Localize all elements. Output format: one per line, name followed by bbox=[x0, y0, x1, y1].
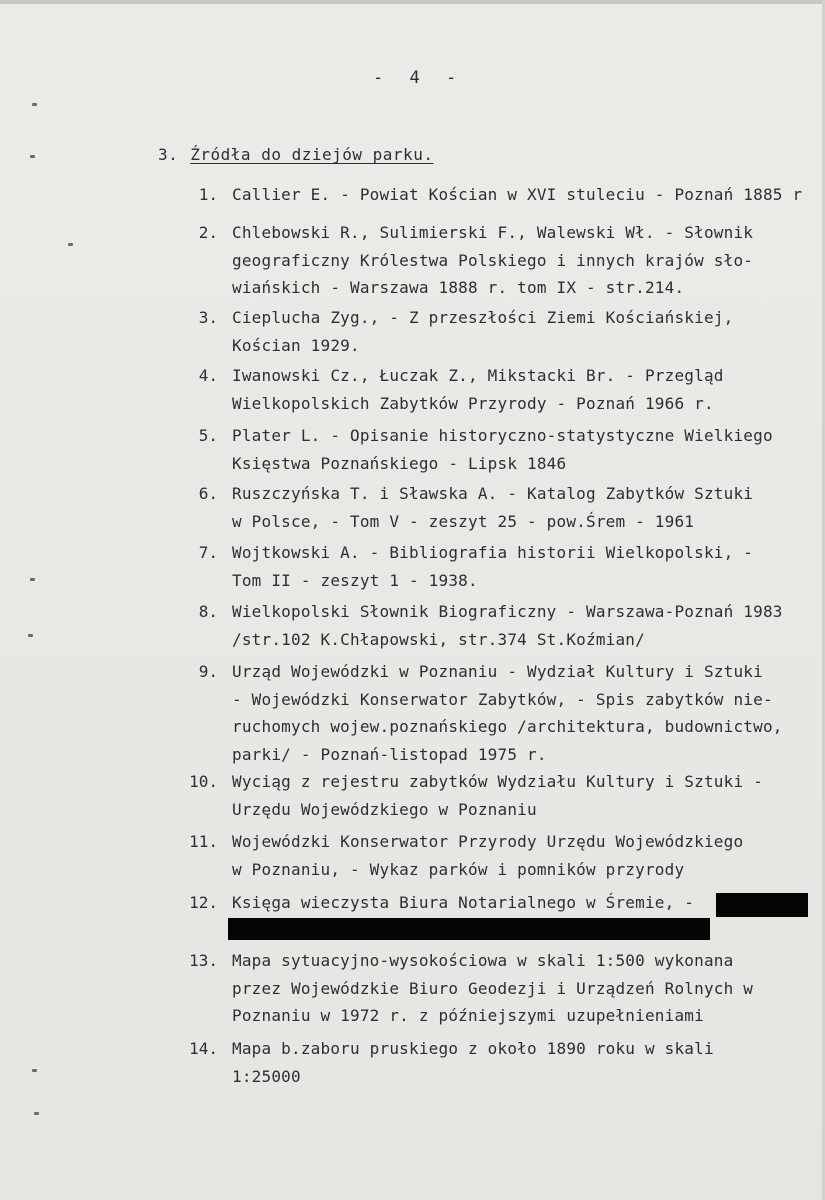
reference-line: 1:25000 bbox=[232, 1066, 301, 1086]
reference-number: 6. bbox=[198, 484, 218, 503]
reference-line: przez Wojewódzkie Biuro Geodezji i Urządzeń Rolnych w bbox=[232, 978, 754, 998]
margin-mark bbox=[32, 1069, 37, 1072]
reference-number: 1. bbox=[198, 185, 218, 204]
reference-line: Iwanowski Cz., Łuczak Z., Mikstacki Br. - Przegląd bbox=[232, 366, 724, 385]
page-number: - 4 - bbox=[373, 68, 465, 88]
reference-line: Wojewódzki Konserwator Przyrody Urzędu Wojewódzkiego bbox=[232, 832, 744, 851]
reference-number: 8. bbox=[198, 602, 218, 621]
reference-line: Chlebowski R., Sulimierski F., Walewski Wł. - Słownik bbox=[232, 223, 754, 242]
reference-line: Wojtkowski A. - Bibliografia historii Wielkopolski, - bbox=[232, 543, 754, 562]
reference-number: 10. bbox=[189, 772, 218, 791]
margin-mark bbox=[32, 103, 37, 106]
margin-mark bbox=[68, 243, 73, 246]
reference-line: Wielkopolski Słownik Biograficzny - Warszawa-Poznań 1983 bbox=[232, 602, 783, 621]
reference-line: w Poznaniu, - Wykaz parków i pomników przyrody bbox=[232, 859, 685, 879]
redaction-block bbox=[228, 918, 710, 940]
reference-number: 3. bbox=[198, 308, 218, 327]
reference-line: Callier E. - Powiat Kościan w XVI stuleciu - Poznań 1885 r bbox=[232, 185, 803, 204]
margin-mark bbox=[30, 155, 35, 158]
reference-line: Poznaniu w 1972 r. z późniejszymi uzupełnieniami bbox=[232, 1006, 704, 1025]
reference-line: Księga wieczysta Biura Notarialnego w Śremie, - bbox=[232, 893, 695, 912]
section-number: 3. bbox=[158, 145, 179, 164]
redaction-block bbox=[716, 893, 808, 917]
reference-line: geograficzny Królestwa Polskiego i innych krajów sło- bbox=[232, 250, 754, 270]
reference-line: Cieplucha Zyg., - Z przeszłości Ziemi Kościańskiej, bbox=[232, 308, 734, 327]
reference-line: /str.102 K.Chłapowski, str.374 St.Koźmian/ bbox=[232, 629, 645, 649]
reference-line: - Wojewódzki Konserwator Zabytków, - Spis zabytków nie- bbox=[232, 689, 773, 709]
reference-line: Ruszczyńska T. i Sławska A. - Katalog Zabytków Sztuki bbox=[232, 484, 754, 503]
reference-number: 14. bbox=[189, 1039, 218, 1058]
reference-line: parki/ - Poznań-listopad 1975 r. bbox=[232, 744, 547, 764]
margin-mark bbox=[34, 1112, 39, 1115]
reference-line: Plater L. - Opisanie historyczno-statystyczne Wielkiego bbox=[232, 426, 773, 445]
reference-line: Księstwa Poznańskiego - Lipsk 1846 bbox=[232, 453, 567, 473]
reference-line: Tom II - zeszyt 1 - 1938. bbox=[232, 570, 478, 590]
reference-line: w Polsce, - Tom V - zeszyt 25 - pow.Śrem - 1961 bbox=[232, 511, 695, 531]
margin-mark bbox=[30, 578, 35, 581]
reference-number: 7. bbox=[198, 543, 218, 562]
reference-line: Mapa b.zaboru pruskiego z około 1890 roku w skali bbox=[232, 1039, 714, 1058]
reference-line: wiańskich - Warszawa 1888 r. tom IX - str.214. bbox=[232, 278, 685, 297]
margin-mark bbox=[28, 634, 33, 637]
reference-number: 12. bbox=[189, 893, 218, 912]
section-title: Źródła do dziejów parku. bbox=[190, 145, 434, 164]
reference-number: 11. bbox=[189, 832, 218, 851]
reference-line: Kościan 1929. bbox=[232, 335, 360, 355]
reference-line: Wielkopolskich Zabytków Przyrody - Poznań 1966 r. bbox=[232, 393, 714, 413]
reference-line: Mapa sytuacyjno-wysokościowa w skali 1:500 wykonana bbox=[232, 951, 734, 970]
reference-line: Urząd Wojewódzki w Poznaniu - Wydział Kultury i Sztuki bbox=[232, 662, 763, 681]
reference-line: Urzędu Wojewódzkiego w Poznaniu bbox=[232, 799, 537, 819]
reference-number: 4. bbox=[198, 366, 218, 385]
reference-number: 9. bbox=[198, 662, 218, 681]
reference-line: ruchomych wojew.poznańskiego /architektura, budownictwo, bbox=[232, 717, 783, 736]
reference-number: 2. bbox=[198, 223, 218, 242]
reference-number: 13. bbox=[189, 951, 218, 970]
reference-number: 5. bbox=[198, 426, 218, 445]
reference-line: Wyciąg z rejestru zabytków Wydziału Kultury i Sztuki - bbox=[232, 772, 763, 791]
